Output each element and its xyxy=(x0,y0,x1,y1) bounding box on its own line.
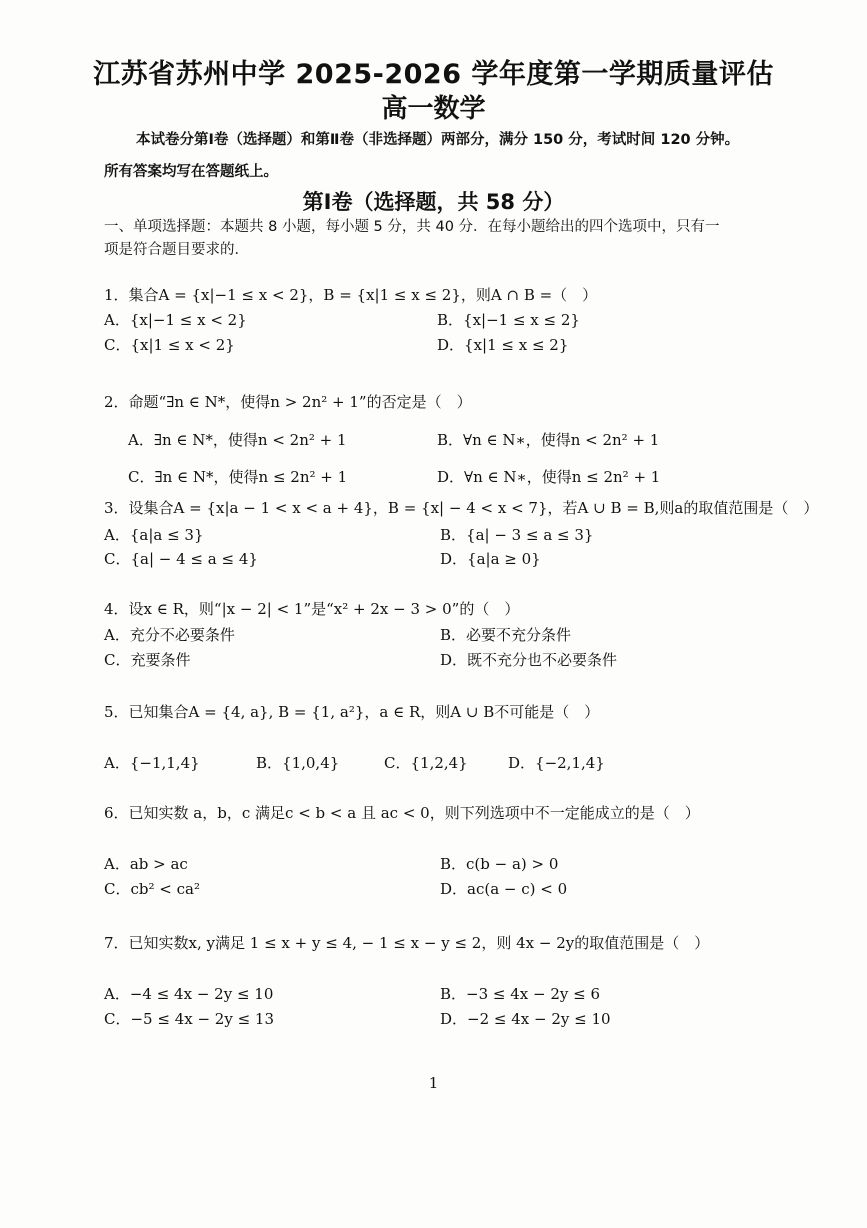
question-1-option-d: D．{x|1 ≤ x ≤ 2} xyxy=(437,336,569,354)
question-2-option-d: D．∀n ∈ N∗，使得n ≤ 2n² + 1 xyxy=(437,468,661,486)
question-2-option-b: B．∀n ∈ N∗，使得n < 2n² + 1 xyxy=(437,431,660,449)
question-1-option-c: C．{x|1 ≤ x < 2} xyxy=(104,336,235,354)
exam-intro-line1: 本试卷分第Ⅰ卷（选择题）和第Ⅱ卷（非选择题）两部分，满分 150 分，考试时间 120 分钟。 xyxy=(136,132,740,148)
question-7-option-a: A．−4 ≤ 4x − 2y ≤ 10 xyxy=(104,985,274,1003)
question-5-stem: 5．已知集合A = {4, a}, B = {1, a²}，a ∈ R，则A ∪ B不可能是（ ） xyxy=(104,703,600,721)
section-instructions-line2: 项是符合题目要求的． xyxy=(104,242,249,258)
question-6-option-c: C．cb² < ca² xyxy=(104,880,200,898)
exam-subject: 高一数学 xyxy=(381,94,486,124)
question-7-option-c: C．−5 ≤ 4x − 2y ≤ 13 xyxy=(104,1010,275,1028)
question-3-option-a: A．{a|a ≤ 3} xyxy=(104,526,204,544)
question-6-option-a: A．ab > ac xyxy=(104,855,188,873)
question-6-stem: 6．已知实数 a，b，c 满足c < b < a 且 ac < 0，则下列选项中不一定能成立的是（ ） xyxy=(104,804,700,822)
question-1-option-b: B．{x|−1 ≤ x ≤ 2} xyxy=(437,311,580,329)
question-4-option-d: D．既不充分也不必要条件 xyxy=(440,651,618,669)
question-2-option-a: A．∃n ∈ N*，使得n < 2n² + 1 xyxy=(128,431,347,449)
question-1-option-a: A．{x|−1 ≤ x < 2} xyxy=(104,311,247,329)
page-number: 1 xyxy=(428,1074,439,1092)
part1-title: 第Ⅰ卷（选择题，共 58 分） xyxy=(302,190,565,214)
question-4-option-c: C．充要条件 xyxy=(104,651,191,669)
question-7-stem: 7．已知实数x, y满足 1 ≤ x + y ≤ 4, − 1 ≤ x − y ≤ 2，则 4x − 2y的取值范围是（ ） xyxy=(104,934,710,952)
question-5-option-d: D．{−2,1,4} xyxy=(508,754,605,772)
exam-title: 江苏省苏州中学 2025-2026 学年度第一学期质量评估 xyxy=(93,59,774,90)
exam-intro-line2: 所有答案均写在答题纸上。 xyxy=(104,164,278,180)
question-3-option-d: D．{a|a ≥ 0} xyxy=(440,550,541,568)
question-4-option-b: B．必要不充分条件 xyxy=(440,626,572,644)
question-4-stem: 4．设x ∈ R，则“|x − 2| < 1”是“x² + 2x − 3 > 0”的（ ） xyxy=(104,600,520,618)
question-3-stem: 3．设集合A = {x|a − 1 < x < a + 4}，B = {x| − 4 < x < 7}，若A ∪ B = B,则a的取值范围是（ ） xyxy=(104,499,819,517)
question-2-stem: 2．命题“∃n ∈ N*，使得n > 2n² + 1”的否定是（ ） xyxy=(104,393,472,411)
question-6-option-b: B．c(b − a) > 0 xyxy=(440,855,559,873)
question-1-stem: 1．集合A = {x|−1 ≤ x < 2}，B = {x|1 ≤ x ≤ 2}，则A ∩ B =（ ） xyxy=(104,286,598,304)
question-3-option-c: C．{a| − 4 ≤ a ≤ 4} xyxy=(104,550,258,568)
question-4-option-a: A．充分不必要条件 xyxy=(104,626,235,644)
question-7-option-d: D．−2 ≤ 4x − 2y ≤ 10 xyxy=(440,1010,611,1028)
question-7-option-b: B．−3 ≤ 4x − 2y ≤ 6 xyxy=(440,985,601,1003)
question-5-option-b: B．{1,0,4} xyxy=(256,754,340,772)
section-instructions-line1: 一、单项选择题：本题共 8 小题，每小题 5 分，共 40 分．在每小题给出的四个选项中，只有一 xyxy=(104,219,720,235)
question-2-option-c: C．∃n ∈ N*，使得n ≤ 2n² + 1 xyxy=(128,468,348,486)
question-5-option-a: A．{−1,1,4} xyxy=(104,754,200,772)
question-3-option-b: B．{a| − 3 ≤ a ≤ 3} xyxy=(440,526,594,544)
question-6-option-d: D．ac(a − c) < 0 xyxy=(440,880,568,898)
question-5-option-c: C．{1,2,4} xyxy=(384,754,468,772)
